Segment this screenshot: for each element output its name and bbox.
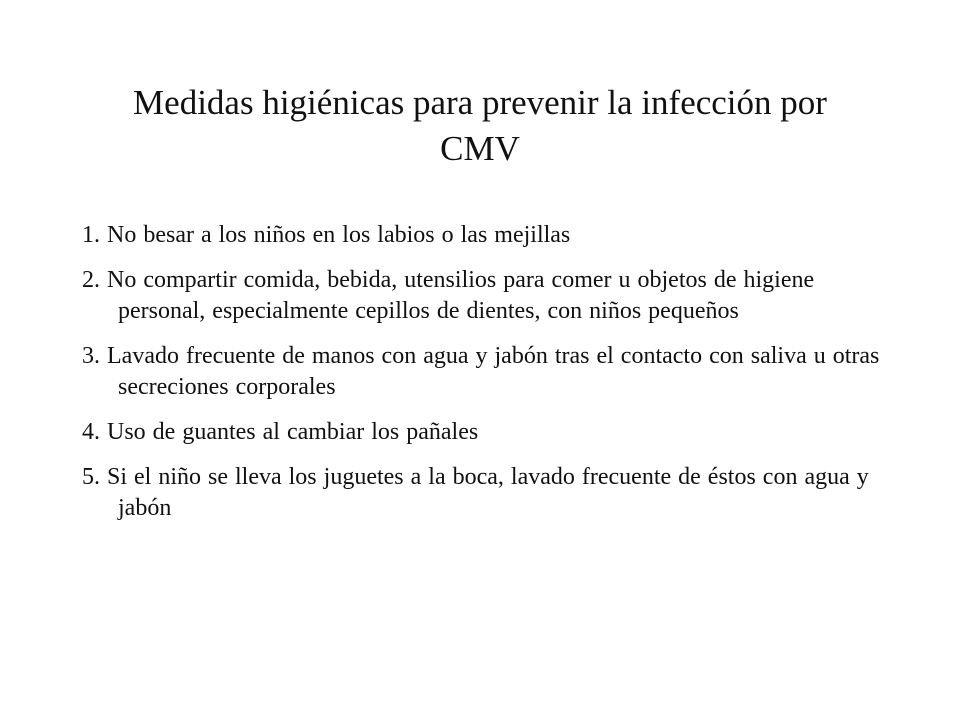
slide-title: Medidas higiénicas para prevenir la infección por CMV [133,83,827,168]
measures-list [82,220,882,538]
list-item: 2. No compartir comida, bebida, utensilios para comer u objetos de higiene personal, especialmente cepillos de dientes, con niños pequeños [82,267,815,324]
list-item: 4. Uso de guantes al cambiar los pañales [82,419,479,445]
list-item: 1. No besar a los niños en los labios o las mejillas [82,222,571,248]
list-item: 3. Lavado frecuente de manos con agua y jabón tras el contacto con saliva u otras secreciones corporales [82,343,880,400]
list-item: 5. Si el niño se lleva los juguetes a la boca, lavado frecuente de éstos con agua y jabón [82,464,869,521]
